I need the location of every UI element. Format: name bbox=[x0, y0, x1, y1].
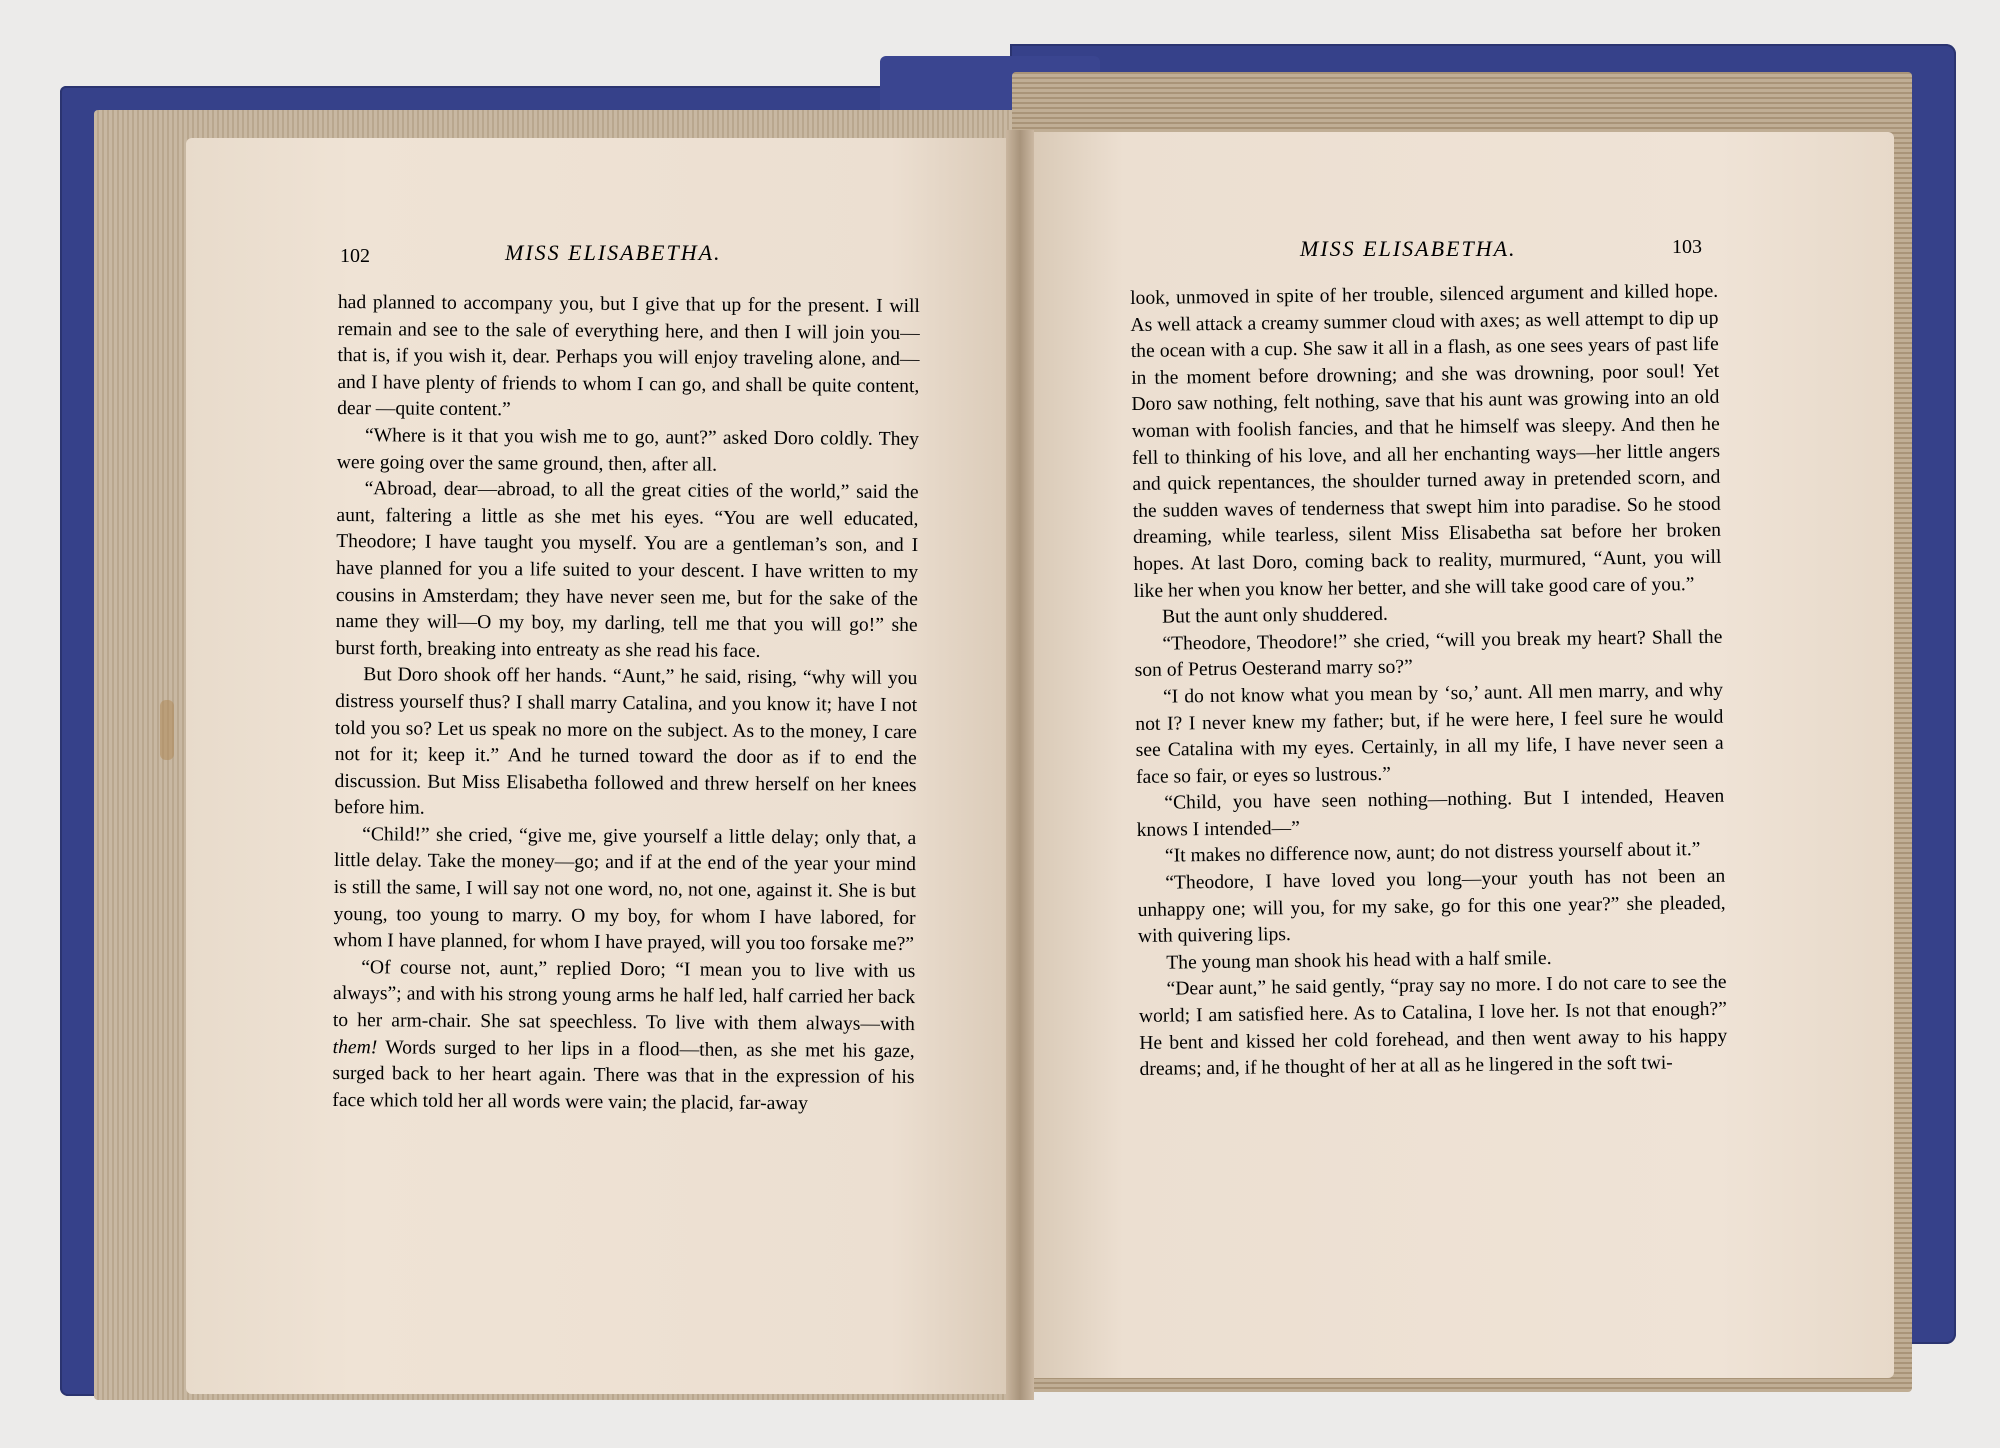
running-head-left: MISS ELISABETHA. bbox=[505, 240, 722, 265]
paragraph: “Theodore, Theodore!” she cried, “will you break my heart? Shall the son of Petrus Oesterand marry so?” bbox=[1134, 626, 1723, 682]
paragraph-text: Words surged to her lips in a flood—then, as she met his gaze, surged back to her heart again. There was that in the expression of his face which told her all words were vain; the placid, far-away bbox=[332, 1036, 915, 1115]
right-page-body bbox=[1130, 279, 1728, 1084]
paragraph-text: “Of course not, aunt,” replied Doro; “I mean you to live with us always”; and with his strong young arms he half led, half carried her back to her arm-chair. She sat speechless. To live with them always—with bbox=[332, 957, 916, 1036]
paragraph: “It makes no difference now, aunt; do not distress yourself about it.” bbox=[1164, 839, 1701, 868]
paragraph: “Where is it that you wish me to go, aunt?” asked Doro coldly. They were going over the same ground, then, after all. bbox=[336, 425, 920, 476]
paragraph: “Child!” she cried, “give me, give yourself a little delay; only that, a little delay. Take the money—go; and if at the end of the year your mind is still the same, I will say not one word, no, not one, against it. She is but young, too young to marry. O my boy, for whom I have labored, for whom I have planned, for whom I have prayed, will you too forsake me?” bbox=[333, 824, 917, 956]
paragraph: But the aunt only shuddered. bbox=[1161, 603, 1389, 628]
paragraph: The young man shook his head with a half smile. bbox=[1166, 947, 1552, 974]
book-gutter bbox=[1006, 130, 1034, 1400]
paragraph: But Doro shook off her hands. “Aunt,” he said, rising, “why will you distress yourself thus? I shall marry Catalina, and you know it; have I not told you so? Let us speak no more on the subject. As to the money, I care not for it; keep it.” And he turned toward the door as if to end the discussion. But Miss Elisabetha followed and threw herself on her knees before him. bbox=[334, 664, 918, 819]
paragraph bbox=[332, 955, 915, 1119]
paragraph: “Dear aunt,” he said gently, “pray say no more. I do not care to see the world; I am satisfied here. As to Catalina, I love her. Is not that enough?” He bent and kissed her cold forehead, and then went away to his happy dreams; and, if he thought of her at all as he lingered in the soft twi- bbox=[1138, 972, 1728, 1081]
paragraph: “I do not know what you mean by ‘so,’ aunt. All men marry, and why not I? I never knew my father; but, if he were here, I feel sure he would see Catalina with my eyes. Certainly, in all my life, I have never seen a face so fair, or eyes so lustrous.” bbox=[1135, 679, 1724, 788]
running-head-right: MISS ELISABETHA. bbox=[1300, 236, 1517, 261]
page-number-right: 103 bbox=[1672, 236, 1702, 258]
paragraph: had planned to accompany you, but I give that up for the present. I will remain and see to the sale of everything here, and then I will join you—that is, if you wish it, dear. Perhaps you will enjoy traveling alone, and—and I have plenty of friends to whom I can go, and shall be quite content, dear —quite content.” bbox=[337, 291, 920, 421]
paragraph: look, unmoved in spite of her trouble, silenced argument and killed hope. As well attack a creamy summer cloud with axes; as well attempt to dip up the ocean with a cup. She saw it all in a flash, as one sees years of past life in the moment before drowning; and she was drowning, poor soul! Yet Doro saw nothing, felt nothing, save that his aunt was growing into an old woman with foolish fancies, and that he himself was sleepy. And then he fell to thinking of his love, and all her enchanting ways—her little angers and quick repentances, the shoulder turned away in pretended scorn, and the sudden waves of tenderness that swept him into paradise. So he stood dreaming, while tearless, silent Miss Elisabetha sat before her broken hopes. At last Doro, coming back to reality, murmured, “Aunt, you will like her when you know her better, and she will take good care of you.” bbox=[1130, 280, 1722, 602]
paragraph: “Abroad, dear—abroad, to all the great cities of the world,” said the aunt, faltering a little as she met his eyes. “You are well educated, Theodore; I have taught you myself. You are a gentleman’s son, and I have planned for you a life suited to your descent. I have written to my cousins in Amsterdam; they have never seen me, but for the sake of the name they will—O my boy, my darling, tell me that you will go!” she burst forth, breaking into entreaty as she read his face. bbox=[335, 478, 919, 662]
emphasized-word: them! bbox=[332, 1036, 378, 1058]
paragraph: “Child, you have seen nothing—nothing. But I intended, Heaven knows I intended—” bbox=[1136, 786, 1725, 841]
paragraph: “Theodore, I have loved you long—your youth has not been an unhappy one; will you, for my sake, go for this one year?” she pleaded, with quivering lips. bbox=[1137, 865, 1726, 948]
page-number-left: 102 bbox=[340, 245, 370, 267]
left-page-body bbox=[332, 290, 920, 1118]
page-stain bbox=[160, 700, 174, 760]
